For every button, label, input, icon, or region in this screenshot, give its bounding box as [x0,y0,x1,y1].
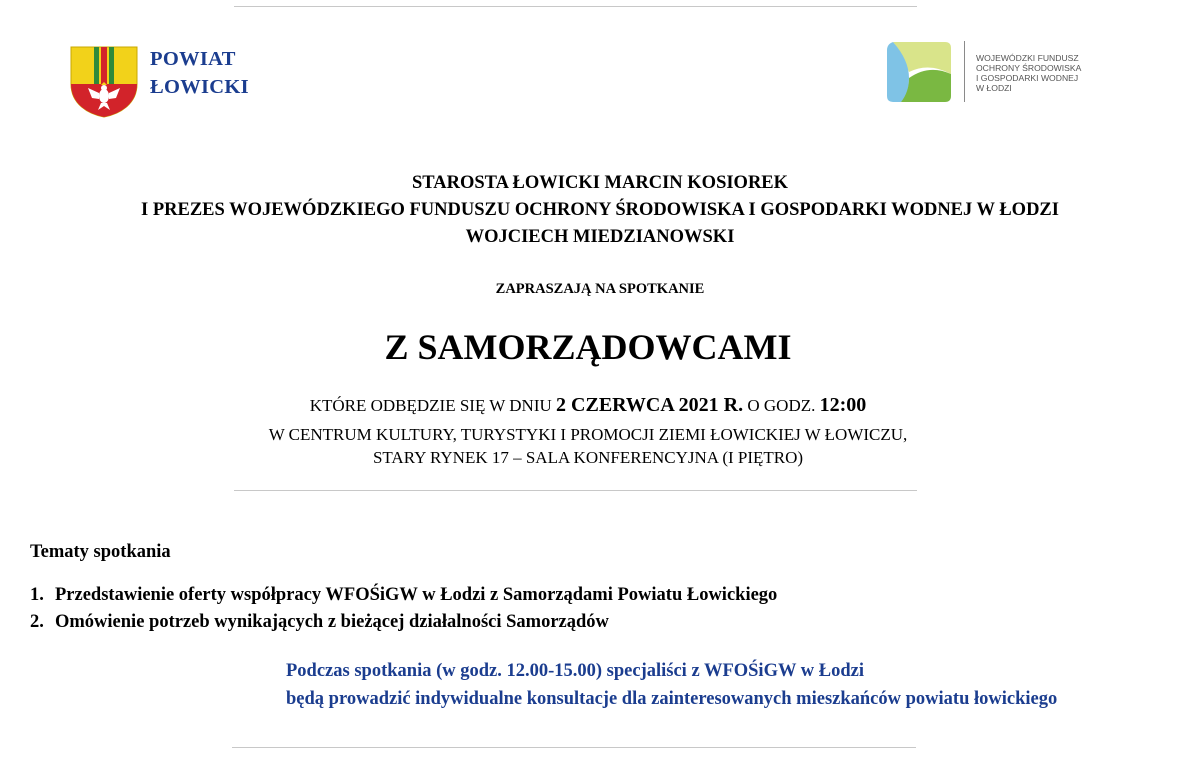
venue-line-1: W CENTRUM KULTURY, TURYSTYKI I PROMOCJI ZIEMI ŁOWICKIEJ W ŁOWICZU, [268,425,908,444]
powiat-name [150,45,249,101]
topic-number: 1. [30,585,44,605]
event-datetime [0,394,1176,417]
divider-top [234,6,917,7]
wfos-name-line: OCHRONY ŚRODOWISKA [976,63,1082,73]
divider-bottom [232,747,916,748]
wfos-logo-separator [964,41,965,102]
host-line-1: STAROSTA ŁOWICKI MARCIN KOSIOREK [411,173,789,193]
topic-item [30,611,609,633]
topic-text: Omówienie potrzeb wynikających z bieżącej działalności Samorządów [55,612,609,632]
divider-middle [234,490,917,491]
wfos-name-line: I GOSPODARKI WODNEJ [976,73,1079,83]
consultation-note-line-1: Podczas spotkania (w godz. 12.00-15.00) specjaliści z WFOŚiGW w Łodzi [286,661,864,681]
wfos-name-line: W ŁODZI [976,83,1012,93]
event-date: 2 CZERWCA 2021 R. [556,394,744,416]
host-line-3: WOJCIECH MIEDZIANOWSKI [465,227,735,247]
wfos-name [976,53,1081,93]
venue-line-2: STARY RYNEK 17 – SALA KONFERENCYJNA (I PIĘTRO) [372,448,804,467]
powiat-name-line2: ŁOWICKI [150,76,249,98]
wfos-logo-icon [887,42,951,102]
event-time: 12:00 [819,394,867,416]
datetime-prefix: KTÓRE ODBĘDZIE SIĘ W DNIU [309,396,557,415]
topic-text: Przedstawienie oferty współpracy WFOŚiGW w Łodzi z Samorządami Powiatu Łowickiego [55,585,778,605]
topics-title: Tematy spotkania [30,542,171,562]
event-headline: Z SAMORZĄDOWCAMI [384,327,792,367]
datetime-middle: O GODZ. [743,396,820,415]
invitation-text: ZAPRASZAJĄ NA SPOTKANIE [495,281,705,297]
topic-number: 2. [30,612,44,632]
consultation-note-line-2: będą prowadzić indywidualne konsultacje dla zainteresowanych mieszkańców powiatu łowickiego [286,689,1058,709]
host-line-2: I PREZES WOJEWÓDZKIEGO FUNDUSZU OCHRONY ŚRODOWISKA I GOSPODARKI WODNEJ W ŁODZI [141,200,1059,220]
topic-item [30,584,777,606]
wfos-name-line: WOJEWÓDZKI FUNDUSZ [976,53,1079,63]
powiat-name-line1: POWIAT [150,48,236,70]
powiat-coat-of-arms-icon [70,46,138,118]
